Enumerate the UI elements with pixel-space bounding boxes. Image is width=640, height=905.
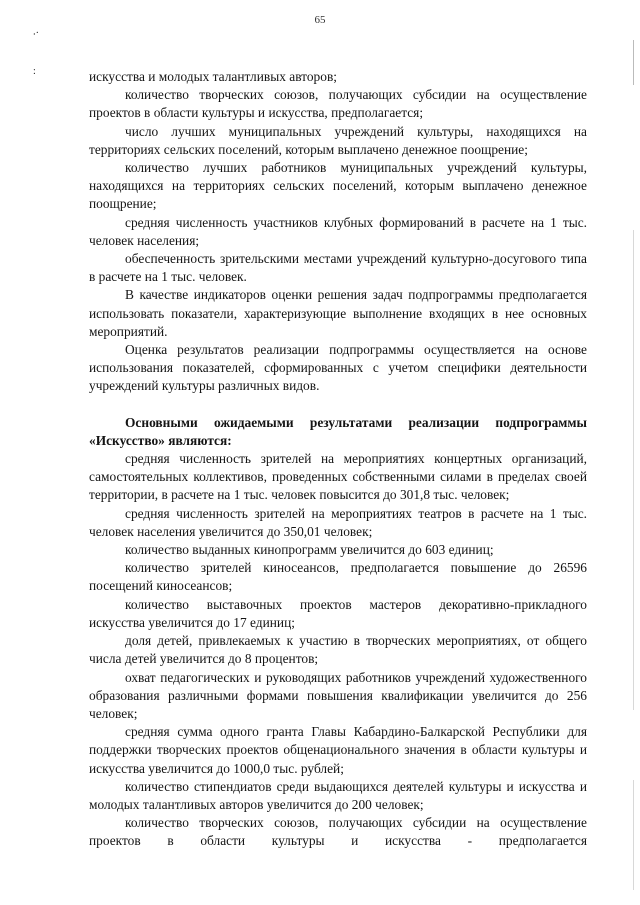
paragraph: средняя численность зрителей на мероприятиях концертных организаций, самостоятельных коллективов, проведенных собственными силами в пределах своей территории, в расчете на 1 тыс. человек повысится до 301,8 тыс. человек; [89, 451, 587, 503]
paragraph: количество выданных кинопрограмм увеличится до 603 единиц; [125, 542, 494, 558]
scan-edge-line [633, 780, 634, 890]
paragraph: искусства и молодых талантливых авторов; [89, 69, 337, 84]
scan-mark: : [33, 66, 36, 77]
paragraph: количество творческих союзов, получающих субсидии на осуществление проектов в области культуры и искусства - предполагается [89, 815, 587, 849]
paragraph: В качестве индикаторов оценки решения задач подпрограммы предполагается использовать показатели, характеризующие выполнение входящих в нее основных мероприятий. [89, 287, 587, 339]
paragraph: количество выставочных проектов мастеров декоративно-прикладного искусства увеличится до 17 единиц; [89, 596, 587, 630]
paragraph-group-bottom [89, 450, 587, 850]
paragraph: обеспеченность зрительскими местами учреждений культурно-досугового типа в расчете на 1 тыс. человек. [89, 251, 587, 285]
paragraph: охват педагогических и руководящих работников учреждений художественного образования различными формами повышения квалификации увеличится до 256 человек; [89, 669, 587, 721]
section-gap [89, 396, 587, 414]
paragraph: средняя сумма одного гранта Главы Кабардино-Балкарской Республики для поддержки творческих проектов общенационального значения в области культуры и искусства увеличится до 1000,0 тыс. рублей; [89, 724, 587, 776]
scan-edge-line [633, 230, 634, 710]
paragraph: количество лучших работников муниципальных учреждений культуры, находящихся на территориях сельских поселений, которым выплачено денежное поощрение; [89, 160, 587, 212]
paragraph-group-top [89, 68, 587, 396]
paragraph: средняя численность участников клубных формирований в расчете на 1 тыс. человек населения; [89, 214, 587, 248]
paragraph: Оценка результатов реализации подпрограммы осуществляется на основе использования показателей, сформированных с учетом специфики деятельности учреждений культуры различных видов. [89, 342, 587, 394]
paragraph: средняя численность зрителей на мероприятиях театров в расчете на 1 тыс. человек населения увеличится до 350,01 человек; [89, 505, 587, 539]
scan-edge-line [633, 40, 634, 85]
section-heading: Основными ожидаемыми результатами реализации подпрограммы «Искусство» являются: [89, 414, 587, 448]
document-body [89, 68, 587, 851]
paragraph: количество стипендиатов среди выдающихся деятелей культуры и искусства и молодых талантливых авторов увеличится до 200 человек; [89, 778, 587, 812]
paragraph: число лучших муниципальных учреждений культуры, находящихся на территориях сельских поселений, которым выплачено денежное поощрение; [89, 123, 587, 157]
paragraph: количество зрителей киносеансов, предполагается повышение до 26596 посещений киносеансов; [89, 560, 587, 594]
paragraph: количество творческих союзов, получающих субсидии на осуществление проектов в области культуры и искусства, предполагается; [89, 87, 587, 121]
page-number: 65 [314, 14, 326, 26]
scan-mark: ⸳· [33, 28, 40, 39]
paragraph: доля детей, привлекаемых к участию в творческих мероприятиях, от общего числа детей увеличится до 8 процентов; [89, 633, 587, 667]
